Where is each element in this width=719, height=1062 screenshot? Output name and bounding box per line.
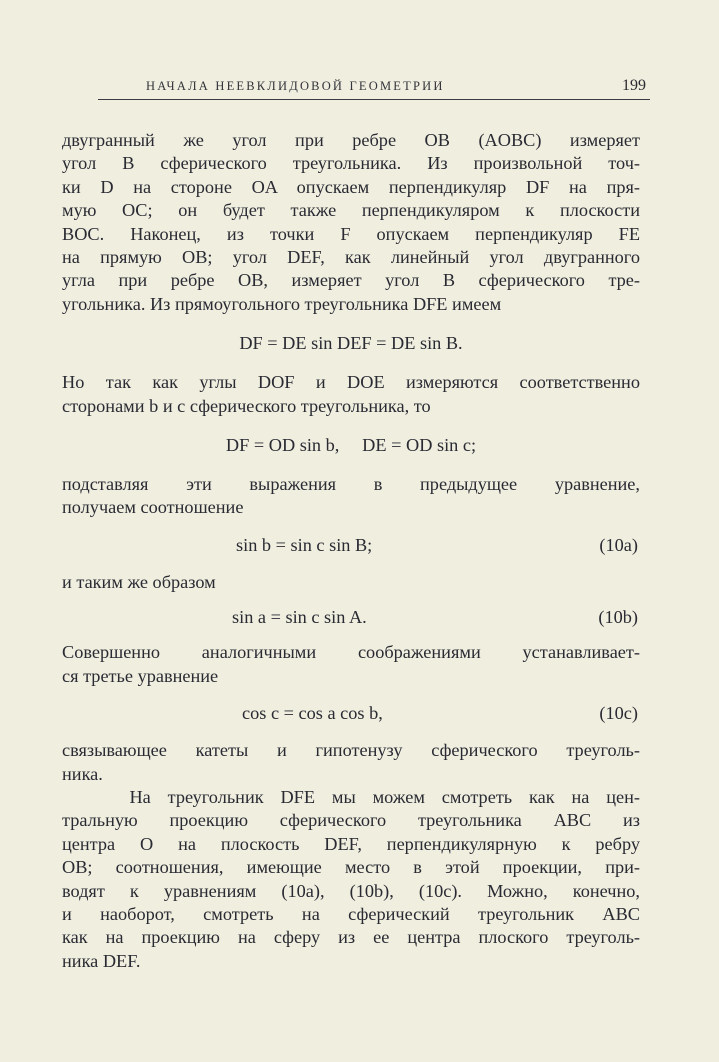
equation-number: (10c) bbox=[599, 703, 638, 724]
text-line: связывающее катеты и гипотенузу сферического треуголь- bbox=[62, 740, 640, 761]
text-line: ся третье уравнение bbox=[62, 665, 219, 686]
text-line: сторонами b и c сферического треугольника, то bbox=[62, 395, 431, 416]
formula-expression: cos c = cos a cos b, bbox=[242, 703, 383, 724]
equation-number: (10a) bbox=[599, 534, 638, 555]
text-line: На треугольник DFE мы можем смотреть как на цен- bbox=[62, 786, 640, 807]
text-line: OB; соотношения, имеющие место в этой проекции, при- bbox=[62, 857, 640, 878]
page-number: 199 bbox=[622, 77, 646, 94]
formula-expression: sin a = sin c sin A. bbox=[232, 607, 367, 628]
text-line: тральную проекцию сферического треугольника ABC из bbox=[62, 810, 640, 831]
running-head: НАЧАЛА НЕЕВКЛИДОВОЙ ГЕОМЕТРИИ bbox=[146, 79, 445, 93]
text-line: на прямую OB; угол DEF, как линейный угол двугранного bbox=[62, 247, 640, 268]
text-line: водят к уравнениям (10a), (10b), (10c). Можно, конечно, bbox=[62, 880, 640, 901]
text-line: получаем соотношение bbox=[62, 497, 244, 518]
paragraph bbox=[62, 786, 640, 973]
text-line: мую OC; он будет также перпендикуляром к плоскости bbox=[62, 200, 640, 221]
text-line: двугранный же угол при ребре OB (AOBC) измеряет bbox=[62, 130, 640, 150]
equation-number: (10b) bbox=[598, 607, 638, 628]
formula-expression: DF = DE sin DEF = DE sin B. bbox=[239, 333, 463, 354]
text-line: угол B сферического треугольника. Из произвольной точ- bbox=[62, 153, 640, 174]
text-line: угольника. Из прямоугольного треугольника DFE имеем bbox=[62, 293, 502, 314]
formula bbox=[62, 332, 640, 355]
text-line: Но так как углы DOF и DOE измеряются соответственно bbox=[62, 372, 640, 393]
text-line: и наоборот, смотреть на сферический треугольник ABC bbox=[62, 903, 640, 924]
page-header bbox=[98, 75, 650, 100]
paragraph bbox=[62, 371, 640, 418]
formula bbox=[62, 534, 640, 557]
text-line: угла при ребре OB, измеряет угол B сферического тре- bbox=[62, 270, 640, 291]
paragraph bbox=[62, 641, 640, 688]
formula bbox=[62, 434, 640, 457]
text-line: центра O на плоскость DEF, перпендикулярную к ребру bbox=[62, 833, 640, 854]
formula-expression: DF = OD sin b, DE = OD sin c; bbox=[225, 435, 477, 456]
text-line: подставляя эти выражения в предыдущее уравнение, bbox=[62, 474, 640, 495]
paragraph bbox=[62, 739, 640, 786]
text-line: ника. bbox=[62, 763, 103, 784]
paragraph bbox=[62, 129, 640, 316]
formula bbox=[62, 606, 640, 629]
text-line: ника DEF. bbox=[62, 950, 141, 971]
text-line: BOC. Наконец, из точки F опускаем перпендикуляр FE bbox=[62, 223, 640, 244]
text-line: как на проекцию на сферу из ее центра плоского треуголь- bbox=[62, 927, 640, 948]
formula-expression: sin b = sin c sin B; bbox=[236, 534, 373, 555]
text-line: и таким же образом bbox=[62, 571, 216, 592]
text-line: ки D на стороне OA опускаем перпендикуляр DF на пря- bbox=[62, 176, 640, 197]
text-line: Совершенно аналогичными соображениями устанавливает- bbox=[62, 642, 640, 663]
paragraph bbox=[62, 571, 640, 594]
paragraph bbox=[62, 473, 640, 520]
page-body bbox=[62, 129, 640, 973]
formula bbox=[62, 702, 640, 725]
